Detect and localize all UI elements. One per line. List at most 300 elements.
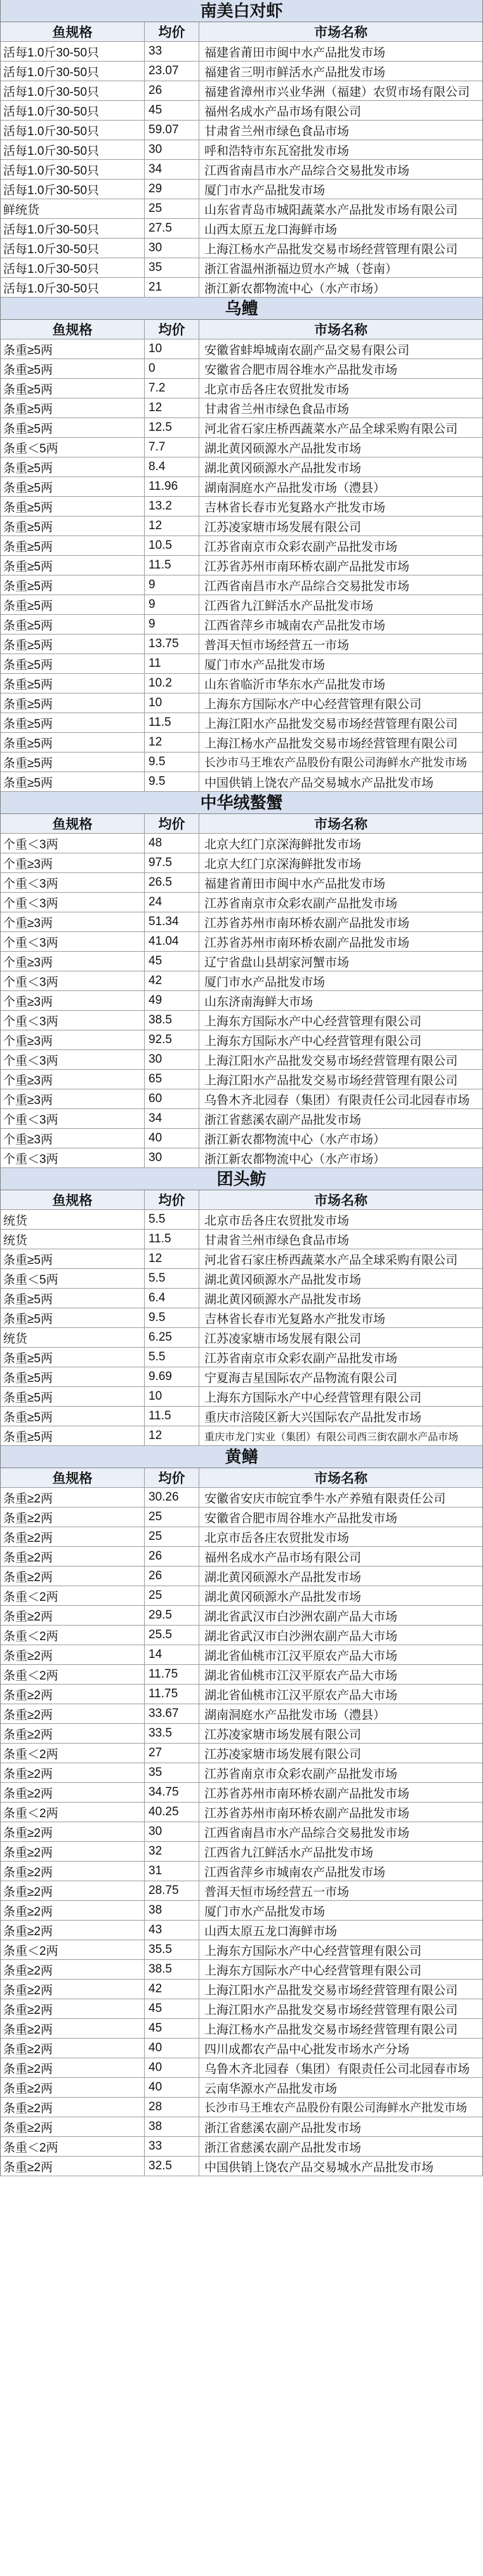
price-cell: 11.75 xyxy=(145,1665,199,1684)
price-cell: 29.5 xyxy=(145,1606,199,1625)
market-cell: 长沙市马王堆农产品股份有限公司海鲜水产批发市场 xyxy=(204,756,467,769)
price-cell: 32.5 xyxy=(145,2157,199,2176)
spec-cell: 活每1.0斤30-50只 xyxy=(1,239,145,258)
section-title: 南美白对虾 xyxy=(1,0,482,22)
price-cell: 11 xyxy=(145,654,199,673)
header-price: 均价 xyxy=(145,814,199,833)
price-cell: 10.2 xyxy=(145,674,199,693)
table-row xyxy=(1,1940,482,1960)
price-cell: 35 xyxy=(145,258,199,277)
table-row xyxy=(1,932,482,952)
column-header-row xyxy=(1,1190,482,1210)
price-cell: 9 xyxy=(145,615,199,634)
market-cell: 吉林省长春市光复路水产批发市场 xyxy=(204,1312,386,1326)
table-row xyxy=(1,2078,482,2098)
header-price: 均价 xyxy=(145,1468,199,1487)
header-market: 市场名称 xyxy=(314,25,367,40)
section-title: 黄鳝 xyxy=(1,1446,482,1468)
table-row xyxy=(1,1645,482,1665)
price-cell: 9 xyxy=(145,575,199,595)
table-row xyxy=(1,1606,482,1626)
spec-cell: 条重≥5两 xyxy=(1,359,145,378)
market-cell: 上海江杨水产品批发交易市场经营管理有限公司 xyxy=(204,2023,458,2037)
price-cell: 27.5 xyxy=(145,219,199,238)
spec-cell: 条重≥2两 xyxy=(1,1606,145,1625)
table-row xyxy=(1,1129,482,1148)
market-cell: 江苏省南京市众彩农副产品批发市场 xyxy=(204,897,398,910)
table-row xyxy=(1,62,482,81)
market-cell: 上海东方国际水产中心经营管理有限公司 xyxy=(204,1964,422,1978)
spec-cell: 条重≥2两 xyxy=(1,2078,145,2097)
market-cell: 湖北省仙桃市江汉平原农产品大市场 xyxy=(204,1688,398,1702)
price-cell: 26 xyxy=(145,1547,199,1566)
header-spec: 鱼规格 xyxy=(1,1468,145,1487)
price-cell: 11.5 xyxy=(145,556,199,575)
market-cell: 江苏省南京市众彩农副产品批发市场 xyxy=(204,540,398,554)
market-cell: 甘肃省兰州市绿色食品市场 xyxy=(204,1233,350,1247)
table-row xyxy=(1,1586,482,1606)
spec-cell: 条重≥2两 xyxy=(1,1999,145,2018)
spec-cell: 条重≥5两 xyxy=(1,674,145,693)
spec-cell: 活每1.0斤30-50只 xyxy=(1,160,145,179)
table-row xyxy=(1,457,482,477)
price-cell: 12 xyxy=(145,733,199,752)
price-cell: 32 xyxy=(145,1842,199,1861)
price-cell: 13.2 xyxy=(145,497,199,516)
spec-cell: 个重＜3两 xyxy=(1,971,145,990)
table-row xyxy=(1,713,482,733)
spec-cell: 条重≥5两 xyxy=(1,1407,145,1426)
table-row xyxy=(1,1881,482,1901)
spec-cell: 条重≥5两 xyxy=(1,418,145,437)
market-cell: 安徽省合肥市周谷堆水产品批发市场 xyxy=(204,363,398,377)
price-cell: 10.5 xyxy=(145,536,199,555)
price-cell: 33 xyxy=(145,42,199,61)
market-cell: 普洱天恒市场经营五一市场 xyxy=(204,638,350,652)
price-cell: 33.5 xyxy=(145,1724,199,1743)
header-spec: 鱼规格 xyxy=(1,1190,145,1209)
market-cell: 吉林省长春市光复路水产批发市场 xyxy=(204,501,386,515)
market-cell: 安徽省安庆市皖宜季牛水产养殖有限责任公司 xyxy=(204,1492,446,1506)
market-cell: 长沙市马王堆农产品股份有限公司海鲜水产批发市场 xyxy=(204,2101,467,2114)
table-row xyxy=(1,991,482,1011)
table-row xyxy=(1,516,482,536)
spec-cell: 个重≥3两 xyxy=(1,1129,145,1148)
spec-cell: 个重＜3两 xyxy=(1,1148,145,1167)
spec-cell: 条重＜2两 xyxy=(1,1665,145,1684)
market-cell: 江苏省苏州市南环桥农副产品批发市场 xyxy=(204,1787,410,1801)
market-cell: 湖北黄冈硕源水产品批发市场 xyxy=(204,1590,362,1604)
market-cell: 呼和浩特市东瓦窑批发市场 xyxy=(204,144,350,158)
market-cell: 江苏省苏州市南环桥农副产品批发市场 xyxy=(204,560,410,574)
spec-cell: 条重≥5两 xyxy=(1,772,145,791)
market-cell: 湖北黄冈硕源水产品批发市场 xyxy=(204,1570,362,1584)
market-cell: 江西省萍乡市城南农产品批发市场 xyxy=(204,1865,386,1879)
table-row xyxy=(1,536,482,556)
table-row xyxy=(1,1567,482,1586)
table-row xyxy=(1,239,482,258)
spec-cell: 条重≥2两 xyxy=(1,1763,145,1782)
table-row xyxy=(1,772,482,792)
table-row xyxy=(1,379,482,398)
market-cell: 上海江阳水产品批发交易市场经营管理有限公司 xyxy=(204,1054,458,1068)
table-row xyxy=(1,873,482,893)
market-cell: 浙江省慈溪农副产品批发市场 xyxy=(204,2141,362,2155)
table-row xyxy=(1,575,482,595)
price-cell: 92.5 xyxy=(145,1030,199,1049)
price-cell: 12 xyxy=(145,516,199,536)
market-cell: 山东省青岛市城阳蔬菜水产品批发市场有限公司 xyxy=(204,203,458,217)
spec-cell: 个重≥3两 xyxy=(1,991,145,1010)
header-market: 市场名称 xyxy=(314,1193,367,1208)
section-title: 团头鲂 xyxy=(1,1168,482,1190)
price-cell: 49 xyxy=(145,991,199,1010)
spec-cell: 活每1.0斤30-50只 xyxy=(1,121,145,140)
price-cell: 9.69 xyxy=(145,1367,199,1386)
table-row xyxy=(1,1011,482,1030)
price-cell: 11.96 xyxy=(145,477,199,496)
spec-cell: 条重＜2两 xyxy=(1,1586,145,1605)
market-cell: 江西省南昌市水产品综合交易批发市场 xyxy=(204,1826,410,1840)
market-cell: 江苏凌家塘市场发展有限公司 xyxy=(204,1747,362,1761)
price-cell: 13.75 xyxy=(145,634,199,654)
price-cell: 0 xyxy=(145,359,199,378)
market-cell: 河北省石家庄桥西蔬菜水产品全球采购有限公司 xyxy=(204,1253,458,1267)
spec-cell: 条重＜2两 xyxy=(1,1940,145,1959)
price-cell: 30 xyxy=(145,140,199,159)
spec-cell: 统货 xyxy=(1,1230,145,1249)
table-row xyxy=(1,339,482,359)
market-cell: 湖北省武汉市白沙洲农副产品大市场 xyxy=(204,1610,398,1624)
header-price: 均价 xyxy=(145,1190,199,1209)
spec-cell: 条重≥2两 xyxy=(1,1960,145,1979)
market-cell: 辽宁省盘山县胡家河蟹市场 xyxy=(204,956,350,969)
market-cell: 湖北省武汉市白沙洲农副产品大市场 xyxy=(204,1629,398,1643)
price-cell: 23.07 xyxy=(145,62,199,81)
market-cell: 乌鲁木齐北园春（集团）有限责任公司北园春市场 xyxy=(204,1093,470,1107)
spec-cell: 条重≥2两 xyxy=(1,1822,145,1841)
table-row xyxy=(1,1308,482,1328)
spec-cell: 条重≥2两 xyxy=(1,1704,145,1723)
table-row xyxy=(1,1050,482,1070)
price-cell: 28 xyxy=(145,2098,199,2117)
spec-cell: 条重＜2两 xyxy=(1,1744,145,1763)
table-row xyxy=(1,2039,482,2058)
market-cell: 福建省莆田市闽中水产品批发市场 xyxy=(204,877,386,891)
market-cell: 山西太原五龙口海鲜市场 xyxy=(204,223,338,237)
table-row xyxy=(1,2019,482,2039)
market-cell: 北京市岳各庄农贸批发市场 xyxy=(204,1531,350,1545)
column-header-row xyxy=(1,1468,482,1488)
spec-cell: 条重≥5两 xyxy=(1,1426,145,1445)
market-cell: 重庆市涪陵区新大兴国际农产品批发市场 xyxy=(204,1410,422,1424)
price-cell: 40 xyxy=(145,2039,199,2058)
spec-cell: 条重≥2两 xyxy=(1,2117,145,2136)
table-row xyxy=(1,101,482,121)
table-row xyxy=(1,1783,482,1803)
market-cell: 福建省漳州市兴业华洲（福建）农贸市场有限公司 xyxy=(204,85,470,99)
spec-cell: 条重≥2两 xyxy=(1,1488,145,1507)
section-0 xyxy=(1,0,482,298)
market-cell: 江西省萍乡市城南农产品批发市场 xyxy=(204,619,386,633)
market-cell: 山东省临沂市华东水产品批发市场 xyxy=(204,678,386,692)
table-row xyxy=(1,1980,482,1999)
market-cell: 湖南洞庭水产品批发市场（澧县） xyxy=(204,481,386,495)
price-cell: 30 xyxy=(145,1148,199,1167)
header-market: 市场名称 xyxy=(314,817,367,832)
spec-cell: 条重≥5两 xyxy=(1,1289,145,1308)
market-cell: 浙江省慈溪农副产品批发市场 xyxy=(204,2121,362,2135)
table-row xyxy=(1,1744,482,1763)
market-cell: 湖北省仙桃市江汉平原农产品大市场 xyxy=(204,1669,398,1683)
market-cell: 中国供销上饶农产品交易城水产品批发市场 xyxy=(204,776,434,790)
table-row xyxy=(1,1210,482,1230)
price-cell: 9.5 xyxy=(145,1308,199,1327)
table-row xyxy=(1,258,482,278)
price-cell: 24 xyxy=(145,893,199,912)
spec-cell: 个重＜3两 xyxy=(1,893,145,912)
price-cell: 42 xyxy=(145,971,199,990)
price-cell: 38.5 xyxy=(145,1960,199,1979)
header-spec: 鱼规格 xyxy=(1,22,145,41)
market-cell: 湖南洞庭水产品批发市场（澧县） xyxy=(204,1708,386,1722)
table-row xyxy=(1,1249,482,1269)
table-row xyxy=(1,1230,482,1249)
table-row xyxy=(1,418,482,438)
table-row xyxy=(1,1030,482,1050)
market-cell: 上海江阳水产品批发交易市场经营管理有限公司 xyxy=(204,1074,458,1088)
spec-cell: 个重＜3两 xyxy=(1,1109,145,1128)
price-cell: 11.5 xyxy=(145,1230,199,1249)
spec-cell: 条重≥5两 xyxy=(1,615,145,634)
table-row xyxy=(1,1724,482,1744)
price-cell: 9.5 xyxy=(145,752,199,772)
price-cell: 30 xyxy=(145,1050,199,1069)
table-row xyxy=(1,674,482,693)
table-row xyxy=(1,733,482,752)
price-cell: 45 xyxy=(145,952,199,971)
spec-cell: 条重≥2两 xyxy=(1,1527,145,1546)
header-market: 市场名称 xyxy=(314,1471,367,1486)
market-cell: 北京市岳各庄农贸批发市场 xyxy=(204,383,350,397)
price-cell: 7.2 xyxy=(145,379,199,398)
spec-cell: 条重≥2两 xyxy=(1,2058,145,2077)
table-row xyxy=(1,477,482,497)
table-row xyxy=(1,219,482,239)
market-cell: 上海东方国际水产中心经营管理有限公司 xyxy=(204,1015,422,1028)
table-row xyxy=(1,752,482,772)
table-row xyxy=(1,160,482,180)
spec-cell: 个重≥3两 xyxy=(1,853,145,872)
market-cell: 山东济南海鲜大市场 xyxy=(204,995,314,1009)
market-cell: 浙江新农都物流中心（水产市场） xyxy=(204,1152,386,1166)
price-cell: 11.75 xyxy=(145,1685,199,1704)
spec-cell: 活每1.0斤30-50只 xyxy=(1,81,145,100)
price-cell: 45 xyxy=(145,101,199,120)
table-row xyxy=(1,654,482,674)
price-cell: 41.04 xyxy=(145,932,199,951)
table-row xyxy=(1,1387,482,1407)
market-cell: 浙江省温州浙福边贸水产城（苍南） xyxy=(204,262,398,276)
market-cell: 湖北省仙桃市江汉平原农产品大市场 xyxy=(204,1649,398,1663)
table-row xyxy=(1,1527,482,1547)
spec-cell: 条重≥2两 xyxy=(1,1842,145,1861)
market-cell: 江西省南昌市水产品综合交易批发市场 xyxy=(204,164,410,178)
table-row xyxy=(1,359,482,379)
table-row xyxy=(1,278,482,298)
price-cell: 9 xyxy=(145,595,199,614)
market-cell: 河北省石家庄桥西蔬菜水产品全球采购有限公司 xyxy=(204,422,458,436)
market-cell: 上海东方国际水产中心经营管理有限公司 xyxy=(204,1944,422,1958)
spec-cell: 条重＜2两 xyxy=(1,1626,145,1645)
table-row xyxy=(1,1109,482,1129)
price-cell: 34 xyxy=(145,1109,199,1128)
spec-cell: 条重≥5两 xyxy=(1,713,145,732)
table-row xyxy=(1,1148,482,1168)
market-cell: 福建省三明市鲜活水产品批发市场 xyxy=(204,65,386,79)
price-cell: 12 xyxy=(145,1426,199,1445)
price-cell: 40 xyxy=(145,2058,199,2077)
spec-cell: 活每1.0斤30-50只 xyxy=(1,278,145,297)
price-cell: 6.4 xyxy=(145,1289,199,1308)
table-row xyxy=(1,1488,482,1508)
spec-cell: 条重≥2两 xyxy=(1,1921,145,1940)
spec-cell: 鲜统货 xyxy=(1,199,145,218)
spec-cell: 条重≥2两 xyxy=(1,1685,145,1704)
table-row xyxy=(1,1426,482,1446)
column-header-row xyxy=(1,22,482,42)
market-cell: 中国供销上饶农产品交易城水产品批发市场 xyxy=(204,2160,434,2174)
header-spec: 鱼规格 xyxy=(1,320,145,339)
market-cell: 福州名成水产品市场有限公司 xyxy=(204,105,362,119)
market-cell: 江苏省苏州市南环桥农副产品批发市场 xyxy=(204,1806,410,1820)
table-row xyxy=(1,1921,482,1940)
spec-cell: 活每1.0斤30-50只 xyxy=(1,258,145,277)
market-cell: 上海江杨水产品批发交易市场经营管理有限公司 xyxy=(204,737,458,751)
spec-cell: 个重≥3两 xyxy=(1,1089,145,1108)
table-row xyxy=(1,121,482,140)
spec-cell: 条重≥2两 xyxy=(1,1645,145,1664)
market-cell: 湖北黄冈硕源水产品批发市场 xyxy=(204,442,362,456)
price-cell: 29 xyxy=(145,180,199,199)
table-row xyxy=(1,1999,482,2019)
table-row xyxy=(1,634,482,654)
spec-cell: 条重≥2两 xyxy=(1,1567,145,1586)
price-cell: 12 xyxy=(145,1249,199,1268)
price-cell: 8.4 xyxy=(145,457,199,476)
section-title: 中华绒螯蟹 xyxy=(1,792,482,814)
price-cell: 25 xyxy=(145,1527,199,1546)
column-header-row xyxy=(1,814,482,834)
table-row xyxy=(1,1763,482,1783)
spec-cell: 条重≥5两 xyxy=(1,1308,145,1327)
spec-cell: 条重≥2两 xyxy=(1,1724,145,1743)
table-row xyxy=(1,2117,482,2137)
table-row xyxy=(1,1822,482,1842)
table-row xyxy=(1,1508,482,1527)
price-cell: 40.25 xyxy=(145,1803,199,1822)
table-row xyxy=(1,912,482,932)
market-cell: 上海东方国际水产中心经营管理有限公司 xyxy=(204,1034,422,1048)
table-row xyxy=(1,1665,482,1685)
spec-cell: 活每1.0斤30-50只 xyxy=(1,42,145,61)
spec-cell: 条重≥5两 xyxy=(1,1249,145,1268)
spec-cell: 条重≥5两 xyxy=(1,497,145,516)
price-cell: 42 xyxy=(145,1980,199,1999)
table-row xyxy=(1,556,482,575)
market-cell: 上海东方国际水产中心经营管理有限公司 xyxy=(204,1391,422,1405)
spec-cell: 条重≥5两 xyxy=(1,457,145,476)
market-cell: 湖北黄冈硕源水产品批发市场 xyxy=(204,1292,362,1306)
table-row xyxy=(1,1089,482,1109)
spec-cell: 个重＜3两 xyxy=(1,932,145,951)
spec-cell: 个重≥3两 xyxy=(1,952,145,971)
price-cell: 25 xyxy=(145,1508,199,1527)
price-cell: 34 xyxy=(145,160,199,179)
market-cell: 江西省南昌市水产品综合交易批发市场 xyxy=(204,579,410,593)
price-cell: 38.5 xyxy=(145,1011,199,1030)
market-cell: 江苏凌家塘市场发展有限公司 xyxy=(204,1728,362,1742)
price-cell: 11.5 xyxy=(145,1407,199,1426)
table-row xyxy=(1,2058,482,2078)
price-cell: 9.5 xyxy=(145,772,199,791)
price-cell: 45 xyxy=(145,2019,199,2038)
market-cell: 浙江新农都物流中心（水产市场） xyxy=(204,282,386,296)
price-cell: 59.07 xyxy=(145,121,199,140)
table-row xyxy=(1,1269,482,1289)
section-2 xyxy=(1,792,482,1168)
market-cell: 上海江阳水产品批发交易市场经营管理有限公司 xyxy=(204,717,458,731)
price-cell: 11.5 xyxy=(145,713,199,732)
market-cell: 厦门市水产品批发市场 xyxy=(204,183,326,197)
table-row xyxy=(1,438,482,457)
market-cell: 江苏省南京市众彩农副产品批发市场 xyxy=(204,1767,398,1781)
table-row xyxy=(1,853,482,873)
spec-cell: 条重≥5两 xyxy=(1,536,145,555)
section-4 xyxy=(1,1446,482,2176)
table-row xyxy=(1,1901,482,1921)
market-cell: 江西省九江鲜活水产品批发市场 xyxy=(204,1846,374,1860)
table-row xyxy=(1,1685,482,1704)
price-cell: 30.26 xyxy=(145,1488,199,1507)
spec-cell: 条重≥5两 xyxy=(1,575,145,595)
price-cell: 40 xyxy=(145,2078,199,2097)
price-cell: 38 xyxy=(145,1901,199,1920)
spec-cell: 个重≥3两 xyxy=(1,1070,145,1089)
spec-cell: 条重≥2两 xyxy=(1,1862,145,1881)
market-cell: 福州名成水产品市场有限公司 xyxy=(204,1551,362,1565)
price-cell: 26 xyxy=(145,1567,199,1586)
market-cell: 四川成都农产品中心批发市场水产分场 xyxy=(204,2042,410,2056)
spec-cell: 条重≥2两 xyxy=(1,1980,145,1999)
price-cell: 25.5 xyxy=(145,1626,199,1645)
spec-cell: 活每1.0斤30-50只 xyxy=(1,180,145,199)
price-cell: 34.75 xyxy=(145,1783,199,1802)
price-cell: 33.67 xyxy=(145,1704,199,1723)
spec-cell: 条重≥5两 xyxy=(1,516,145,536)
spec-cell: 条重≥5两 xyxy=(1,339,145,358)
price-cell: 25 xyxy=(145,199,199,218)
table-row xyxy=(1,199,482,219)
market-cell: 福建省莆田市闽中水产品批发市场 xyxy=(204,46,386,60)
table-row xyxy=(1,1862,482,1881)
price-cell: 7.7 xyxy=(145,438,199,457)
spec-cell: 个重≥3两 xyxy=(1,912,145,931)
market-cell: 甘肃省兰州市绿色食品市场 xyxy=(204,124,350,138)
spec-cell: 条重≥5两 xyxy=(1,1387,145,1406)
table-row xyxy=(1,42,482,62)
market-cell: 厦门市水产品批发市场 xyxy=(204,658,326,672)
